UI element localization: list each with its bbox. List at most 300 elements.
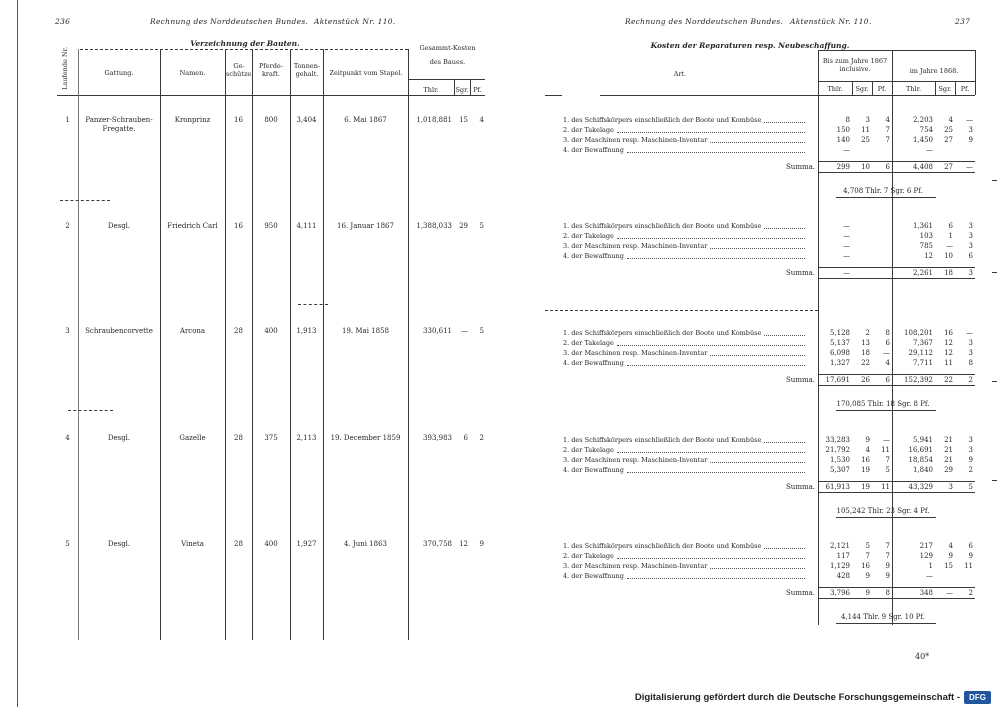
header-rule: [57, 95, 485, 96]
summa-amount-cell: 3: [968, 268, 973, 277]
dotted-leader: [710, 355, 805, 356]
running-title-right: Rechnung des Norddeutschen Bundes.: [625, 17, 784, 26]
dotted-leader: [627, 258, 805, 259]
column-header-pf-1867: Pf.: [877, 85, 887, 93]
amount-cell: 29: [944, 465, 953, 474]
cost-item-label: 3. der Maschinen resp. Maschinen-Inventar: [563, 561, 708, 570]
amount-cell: 13: [861, 338, 870, 347]
cost-item-label-row: [563, 436, 805, 445]
amount-cell: 2: [968, 465, 973, 474]
dotted-leader: [627, 578, 805, 579]
dotted-leader: [764, 335, 805, 336]
amount-cell: 10: [944, 251, 953, 260]
column-header-thlr-left: Thlr.: [423, 86, 439, 94]
column-header-sgr-1867: Sgr.: [855, 85, 869, 93]
cost-item-label: 1. des Schiffskörpers einschließlich der Boote und Kombüse: [563, 328, 762, 337]
summa-label: Summa.: [786, 268, 815, 277]
column-header-sgr-1868: Sgr.: [938, 85, 952, 93]
ship-sgr-cell: 6: [463, 434, 468, 442]
ship-type-cell: Desgl.: [107, 540, 131, 548]
amount-cell: 9: [865, 571, 870, 580]
amount-cell: 12: [944, 338, 953, 347]
amount-cell: 428: [836, 571, 850, 580]
amount-cell: 5,137: [829, 338, 850, 347]
column-header-sgr-left: Sgr.: [455, 86, 469, 94]
cost-item-label: 4. der Bewaffnung: [563, 358, 624, 367]
amount-cell: 25: [861, 135, 870, 144]
amount-cell: 8: [885, 328, 890, 337]
summa-label: Summa.: [786, 375, 815, 384]
amount-cell: 27: [944, 135, 953, 144]
amount-cell: 1: [928, 561, 933, 570]
summa-label: Summa.: [786, 482, 815, 491]
amount-cell: 9: [968, 455, 973, 464]
column-rule: [470, 80, 471, 95]
amount-cell: 21: [944, 455, 953, 464]
dfg-logo: DFG: [964, 691, 991, 704]
amount-cell: —: [883, 435, 890, 444]
amount-cell: —: [926, 571, 933, 580]
amount-cell: 11: [944, 358, 953, 367]
amount-cell: 117: [836, 551, 850, 560]
amount-cell: 108,201: [904, 328, 933, 337]
summa-amount-cell: 10: [861, 162, 870, 171]
amount-cell: 129: [919, 551, 933, 560]
amount-cell: 4: [948, 541, 953, 550]
ship-name-cell: Friedrich Carl: [167, 222, 218, 230]
cost-item-label: 1. des Schiffskörpers einschließlich der Boote und Kombüse: [563, 435, 762, 444]
summa-row: [0, 376, 1000, 396]
cost-item-label: 2. der Takelage: [563, 231, 614, 240]
summa-amount-cell: 2: [968, 375, 973, 384]
amount-cell: 3: [968, 221, 973, 230]
summa-amount-cell: 26: [861, 375, 870, 384]
ship-pf-cell: 9: [479, 540, 484, 548]
total-rule: [836, 410, 936, 411]
column-header-thlr-1867: Thlr.: [827, 85, 843, 93]
dashed-rule: [545, 310, 818, 311]
dashed-rule: [80, 49, 408, 50]
cost-item-label: 4. der Bewaffnung: [563, 465, 624, 474]
column-header-art: Art.: [673, 70, 687, 78]
dotted-leader: [764, 122, 805, 123]
amount-cell: 6: [968, 541, 973, 550]
cost-item-label-row: [563, 446, 805, 455]
amount-cell: 16: [861, 455, 870, 464]
grand-total: 4,144 Thlr. 9 Sgr. 10 Pf.: [840, 612, 926, 621]
amount-cell: 5,307: [829, 465, 850, 474]
column-rule: [975, 50, 976, 95]
amount-cell: 7: [885, 551, 890, 560]
column-header-horsepower: Pferde-kraft.: [259, 62, 283, 78]
amount-cell: 3: [968, 348, 973, 357]
amount-cell: 3: [968, 435, 973, 444]
dotted-leader: [617, 452, 805, 453]
ship-launch-cell: 16. Januar 1867: [337, 222, 394, 230]
column-header-type: Gattung.: [104, 69, 134, 77]
amount-cell: 2,121: [829, 541, 850, 550]
dashed-rule: [60, 200, 110, 201]
summa-amount-cell: 43,329: [908, 482, 933, 491]
cost-item-label-row: [563, 349, 805, 358]
ship-launch-cell: 6. Mai 1867: [344, 116, 387, 124]
amount-cell: 3: [968, 125, 973, 134]
amount-cell: 217: [919, 541, 933, 550]
amount-cell: 18,854: [908, 455, 933, 464]
column-header-year-1868: im Jahre 1868.: [909, 67, 959, 75]
summa-amount-cell: 18: [944, 268, 953, 277]
summa-amount-cell: 22: [944, 375, 953, 384]
cost-item-label-row: [563, 359, 805, 368]
column-header-costs: Gesammt-Kosten: [419, 44, 476, 52]
amount-cell: 1,361: [912, 221, 933, 230]
cost-item-label-row: [563, 222, 805, 231]
amount-cell: 5: [885, 465, 890, 474]
cost-item-label: 3. der Maschinen resp. Maschinen-Inventar: [563, 348, 708, 357]
ship-sgr-cell: 12: [459, 540, 468, 548]
amount-cell: 103: [919, 231, 933, 240]
dotted-leader: [617, 345, 805, 346]
amount-cell: 785: [919, 241, 933, 250]
cost-item-label: 3. der Maschinen resp. Maschinen-Inventar: [563, 135, 708, 144]
dashed-rule: [298, 304, 328, 305]
cost-item-label: 1. des Schiffskörpers einschließlich der Boote und Kombüse: [563, 221, 762, 230]
cost-item-label: 1. des Schiffskörpers einschließlich der Boote und Kombüse: [563, 541, 762, 550]
amount-cell: 1,450: [912, 135, 933, 144]
amount-cell: —: [966, 115, 973, 124]
table-group-header-left: Verzeichnung der Bauten.: [190, 39, 300, 48]
ship-guns-cell: 16: [234, 222, 243, 230]
summa-amount-cell: 6: [885, 375, 890, 384]
amount-cell: 5: [865, 541, 870, 550]
amount-cell: 6: [885, 338, 890, 347]
ship-nr-cell: 4: [65, 434, 70, 442]
amount-cell: 4: [885, 358, 890, 367]
summa-row: [0, 163, 1000, 183]
amount-cell: 140: [836, 135, 850, 144]
cost-item-label: 2. der Takelage: [563, 445, 614, 454]
dotted-leader: [710, 142, 805, 143]
column-header-pf-1868: Pf.: [960, 85, 970, 93]
cost-item-label-row: [563, 232, 805, 241]
cost-item-label-row: [563, 572, 805, 581]
amount-cell: 9: [885, 561, 890, 570]
column-header-thlr-1868: Thlr.: [905, 85, 922, 93]
summa-amount-cell: 2: [968, 588, 973, 597]
amount-cell: 3: [865, 115, 870, 124]
cost-item-label-row: [563, 339, 805, 348]
column-header-pf-left: Pf.: [473, 86, 482, 94]
cost-item-label: 4. der Bewaffnung: [563, 571, 624, 580]
dotted-leader: [710, 248, 805, 249]
total-rule: [836, 623, 936, 624]
cost-item-label-row: [563, 252, 805, 261]
ship-horsepower-cell: 950: [264, 222, 278, 230]
amount-cell: 1: [948, 231, 953, 240]
cost-item-label-row: [563, 116, 805, 125]
amount-cell: —: [843, 145, 850, 154]
ship-type-cell: Panzer-Schrauben-Fregatte.: [85, 116, 153, 133]
ship-pf-cell: 5: [479, 327, 484, 335]
grand-total: 105,242 Thlr. 23 Sgr. 4 Pf.: [836, 506, 930, 515]
amount-cell: 19: [861, 465, 870, 474]
ship-type-cell: Desgl.: [107, 222, 131, 230]
ship-launch-cell: 19. December 1859: [330, 434, 401, 442]
amount-cell: 29,112: [908, 348, 933, 357]
dotted-leader: [617, 238, 805, 239]
cost-item-label-row: [563, 242, 805, 251]
cost-item-label-row: [563, 146, 805, 155]
column-header-launch: Zeitpunkt vom Stapel.: [329, 69, 403, 77]
cost-item-label-row: [563, 542, 805, 551]
cost-item-label: 1. des Schiffskörpers einschließlich der Boote und Kombüse: [563, 115, 762, 124]
summa-amount-cell: 3: [948, 482, 953, 491]
column-header-tonnage: Tonnen-gehalt.: [293, 62, 321, 78]
amount-cell: 8: [968, 358, 973, 367]
ship-launch-cell: 19. Mai 1858: [342, 327, 389, 335]
ship-thlr-cell: 330,611: [423, 327, 452, 335]
summa-amount-cell: 61,913: [825, 482, 850, 491]
dashed-rule: [68, 410, 113, 411]
amount-cell: 1,129: [829, 561, 850, 570]
amount-cell: 6: [968, 251, 973, 260]
ship-horsepower-cell: 400: [264, 540, 278, 548]
amount-cell: 12: [924, 251, 933, 260]
amount-cell: 2: [865, 328, 870, 337]
amount-cell: 1,327: [829, 358, 850, 367]
summa-amount-cell: 19: [861, 482, 870, 491]
amount-cell: —: [843, 251, 850, 260]
cost-item-label: 4. der Bewaffnung: [563, 145, 624, 154]
dotted-leader: [617, 132, 805, 133]
dotted-leader: [710, 568, 805, 569]
ship-sgr-cell: —: [461, 327, 468, 335]
amount-cell: 9: [885, 571, 890, 580]
column-header-costs-sub: des Baues.: [429, 58, 466, 66]
amount-cell: 6: [948, 221, 953, 230]
grand-total: 4,708 Thlr. 7 Sgr. 6 Pf.: [843, 186, 923, 195]
document-ref-left: Aktenstück Nr. 110.: [314, 17, 396, 26]
page-number-right: 237: [955, 17, 971, 26]
ship-thlr-cell: 1,388,033: [416, 222, 452, 230]
amount-cell: —: [946, 241, 953, 250]
amount-cell: 3: [968, 445, 973, 454]
summa-amount-cell: 299: [836, 162, 850, 171]
summa-amount-cell: 348: [919, 588, 933, 597]
header-rule: [818, 81, 975, 82]
amount-cell: 754: [919, 125, 933, 134]
summa-amount-cell: 17,691: [825, 375, 850, 384]
amount-cell: 7: [885, 125, 890, 134]
grand-total: 170,085 Thlr. 18 Sgr. 8 Pf.: [836, 399, 930, 408]
summa-amount-cell: 152,392: [904, 375, 933, 384]
amount-cell: 4: [885, 115, 890, 124]
ship-guns-cell: 16: [234, 116, 243, 124]
amount-cell: 2,203: [912, 115, 933, 124]
ship-sgr-cell: 15: [459, 116, 468, 124]
amount-cell: 3: [968, 231, 973, 240]
total-rule: [836, 197, 936, 198]
amount-cell: —: [843, 221, 850, 230]
amount-cell: 21: [944, 445, 953, 454]
amount-cell: 4: [948, 115, 953, 124]
summa-amount-cell: —: [843, 268, 850, 277]
amount-cell: —: [926, 145, 933, 154]
amount-cell: 5,128: [829, 328, 850, 337]
amount-cell: —: [966, 328, 973, 337]
amount-cell: 25: [944, 125, 953, 134]
summa-row: [0, 483, 1000, 503]
amount-cell: —: [843, 231, 850, 240]
amount-cell: 4: [865, 445, 870, 454]
amount-cell: 7,367: [912, 338, 933, 347]
amount-cell: 6,098: [829, 348, 850, 357]
funding-note: Digitalisierung gefördert durch die Deutsche Forschungsgemeinschaft -: [634, 692, 960, 703]
dotted-leader: [627, 365, 805, 366]
amount-cell: 21: [944, 435, 953, 444]
page-number-left: 236: [55, 17, 71, 26]
ship-tonnage-cell: 4,111: [296, 222, 317, 230]
cost-item-label: 3. der Maschinen resp. Maschinen-Inventar: [563, 455, 708, 464]
ship-pf-cell: 2: [479, 434, 484, 442]
amount-cell: 12: [944, 348, 953, 357]
summa-amount-cell: 3,796: [829, 588, 850, 597]
printer-signature: 40*: [915, 652, 930, 661]
running-title-left: Rechnung des Norddeutschen Bundes.: [150, 17, 309, 26]
ship-name-cell: Kronprinz: [174, 116, 211, 124]
ship-type-cell: Desgl.: [107, 434, 131, 442]
amount-cell: —: [883, 348, 890, 357]
header-rule: [818, 50, 975, 51]
ship-thlr-cell: 1,018,881: [416, 116, 452, 124]
ship-nr-cell: 2: [65, 222, 70, 230]
amount-cell: 9: [948, 551, 953, 560]
ship-guns-cell: 28: [234, 327, 243, 335]
column-rule: [454, 80, 455, 95]
summa-amount-cell: 6: [885, 162, 890, 171]
amount-cell: 7: [865, 551, 870, 560]
amount-cell: 16,691: [908, 445, 933, 454]
ship-tonnage-cell: 2,113: [296, 434, 317, 442]
column-header-until-1867: Bis zum Jahre 1867 inclusive.: [822, 57, 888, 73]
amount-cell: 9: [865, 435, 870, 444]
summa-label: Summa.: [786, 588, 815, 597]
ship-guns-cell: 28: [234, 434, 243, 442]
column-header-nr: Laufende Nr.: [61, 46, 69, 90]
dotted-leader: [710, 462, 805, 463]
summa-amount-cell: 5: [968, 482, 973, 491]
ship-tonnage-cell: 3,404: [296, 116, 317, 124]
ship-pf-cell: 4: [479, 116, 484, 124]
column-header-guns: Ge-schütze.: [226, 62, 254, 78]
summa-amount-cell: 27: [944, 162, 953, 171]
dotted-leader: [764, 228, 805, 229]
summa-amount-cell: 2,261: [912, 268, 933, 277]
amount-cell: 11: [861, 125, 870, 134]
amount-cell: 33,283: [825, 435, 850, 444]
dotted-leader: [764, 442, 805, 443]
cost-item-label: 4. der Bewaffnung: [563, 251, 624, 260]
ship-nr-cell: 1: [65, 116, 70, 124]
cost-item-label-row: [563, 126, 805, 135]
summa-label: Summa.: [786, 162, 815, 171]
ship-name-cell: Gazelle: [179, 434, 206, 442]
cost-item-label: 3. der Maschinen resp. Maschinen-Inventar: [563, 241, 708, 250]
amount-cell: 9: [968, 135, 973, 144]
amount-cell: 9: [968, 551, 973, 560]
amount-cell: 18: [861, 348, 870, 357]
cost-item-label-row: [563, 466, 805, 475]
amount-cell: 21,792: [825, 445, 850, 454]
amount-cell: 8: [845, 115, 850, 124]
cost-item-label: 2. der Takelage: [563, 551, 614, 560]
amount-cell: 1,840: [912, 465, 933, 474]
cost-item-label-row: [563, 456, 805, 465]
amount-cell: 11: [881, 445, 890, 454]
cost-item-label-row: [563, 562, 805, 571]
cost-item-label-row: [563, 329, 805, 338]
ship-horsepower-cell: 375: [264, 434, 278, 442]
ship-launch-cell: 4. Juni 1863: [343, 540, 387, 548]
amount-cell: 15: [944, 561, 953, 570]
summa-amount-cell: 4,408: [912, 162, 933, 171]
ship-horsepower-cell: 400: [264, 327, 278, 335]
summa-amount-cell: —: [966, 162, 973, 171]
dotted-leader: [617, 558, 805, 559]
amount-cell: 16: [861, 561, 870, 570]
ship-thlr-cell: 370,758: [423, 540, 452, 548]
amount-cell: 1,530: [829, 455, 850, 464]
ship-name-cell: Vineta: [181, 540, 204, 548]
ship-tonnage-cell: 1,927: [296, 540, 317, 548]
amount-cell: 16: [944, 328, 953, 337]
amount-cell: 7,711: [912, 358, 933, 367]
cost-item-label: 2. der Takelage: [563, 125, 614, 134]
table-group-header-right: Kosten der Reparaturen resp. Neubeschaffung.: [650, 41, 850, 50]
ship-nr-cell: 5: [65, 540, 70, 548]
column-header-name: Namen.: [179, 69, 206, 77]
total-rule: [836, 517, 936, 518]
cost-item-label-row: [563, 552, 805, 561]
summa-amount-cell: 8: [885, 588, 890, 597]
amount-cell: 22: [861, 358, 870, 367]
ship-type-cell: Schraubencorvette: [85, 327, 153, 335]
amount-cell: 5,941: [912, 435, 933, 444]
dotted-leader: [627, 152, 805, 153]
amount-cell: 3: [968, 241, 973, 250]
cost-item-label: 2. der Takelage: [563, 338, 614, 347]
header-rule: [600, 95, 975, 96]
document-ref-right: Aktenstück Nr. 110.: [790, 17, 872, 26]
amount-cell: 7: [885, 135, 890, 144]
cost-item-label-row: [563, 136, 805, 145]
amount-cell: 3: [968, 338, 973, 347]
amount-cell: 7: [885, 455, 890, 464]
ship-horsepower-cell: 800: [264, 116, 278, 124]
summa-amount-cell: 9: [865, 588, 870, 597]
summa-row: [0, 269, 1000, 289]
ship-name-cell: Arcona: [179, 327, 206, 335]
amount-cell: 11: [964, 561, 973, 570]
amount-cell: —: [843, 241, 850, 250]
header-rule: [408, 79, 485, 80]
ship-pf-cell: 5: [479, 222, 484, 230]
ship-thlr-cell: 393,983: [423, 434, 452, 442]
amount-cell: 150: [836, 125, 850, 134]
dotted-leader: [627, 472, 805, 473]
ship-sgr-cell: 29: [459, 222, 468, 230]
ship-tonnage-cell: 1,913: [296, 327, 317, 335]
